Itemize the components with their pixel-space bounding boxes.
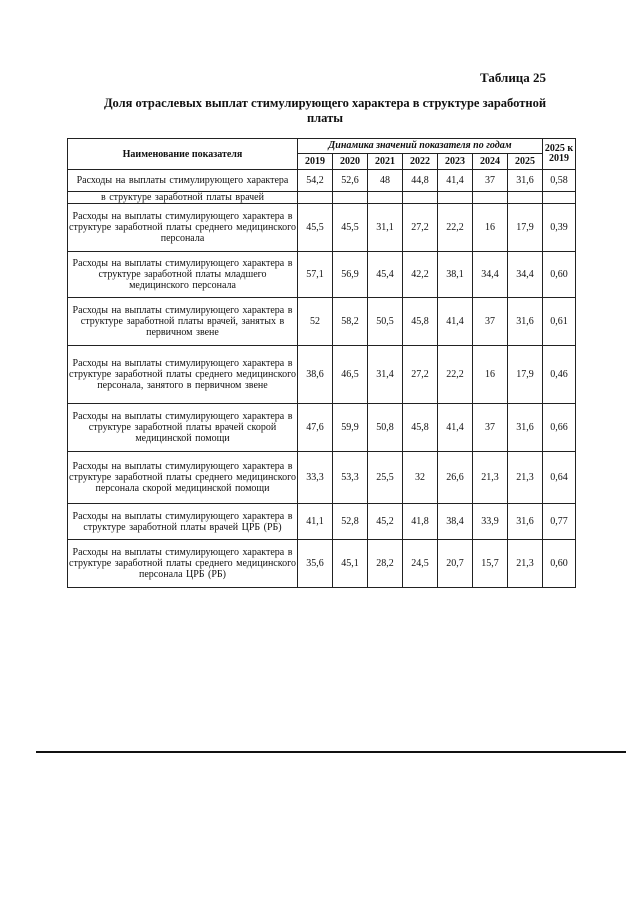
header-year: 2025 xyxy=(508,153,543,169)
value-cell: 50,8 xyxy=(368,404,403,452)
value-cell: 25,5 xyxy=(368,452,403,504)
value-cell: 31,6 xyxy=(508,404,543,452)
value-cell: 31,1 xyxy=(368,204,403,252)
value-cell: 32 xyxy=(403,452,438,504)
indicator-name-cell: Расходы на выплаты стимулирующего характера в структуре заработной платы среднего медицинского персонала xyxy=(68,204,298,252)
value-cell: 26,6 xyxy=(438,452,473,504)
indicator-name-cell: Расходы на выплаты стимулирующего характера в структуре заработной платы врачей ЦРБ (РБ) xyxy=(68,504,298,540)
value-cell: 22,2 xyxy=(438,204,473,252)
ratio-cell: 0,61 xyxy=(543,298,576,346)
ratio-cell: 0,66 xyxy=(543,404,576,452)
header-year: 2022 xyxy=(403,153,438,169)
value-cell: 24,5 xyxy=(403,540,438,588)
value-cell: 58,2 xyxy=(333,298,368,346)
indicator-name-cell: Расходы на выплаты стимулирующего характера в структуре заработной платы врачей, занятых в первичном звене xyxy=(68,298,298,346)
value-cell: 50,5 xyxy=(368,298,403,346)
value-cell: 37 xyxy=(473,170,508,192)
value-cell xyxy=(508,192,543,204)
value-cell xyxy=(438,192,473,204)
indicator-name-cell: Расходы на выплаты стимулирующего характера xyxy=(68,170,298,192)
value-cell: 53,3 xyxy=(333,452,368,504)
table-row xyxy=(68,298,576,346)
value-cell: 21,3 xyxy=(508,452,543,504)
value-cell: 34,4 xyxy=(473,252,508,298)
indicator-name-cell: в структуре заработной платы врачей xyxy=(68,192,298,204)
value-cell: 38,1 xyxy=(438,252,473,298)
value-cell: 45,1 xyxy=(333,540,368,588)
value-cell: 52 xyxy=(298,298,333,346)
value-cell: 16 xyxy=(473,204,508,252)
value-cell xyxy=(403,192,438,204)
header-year: 2019 xyxy=(298,153,333,169)
value-cell: 16 xyxy=(473,346,508,404)
value-cell xyxy=(368,192,403,204)
value-cell xyxy=(473,192,508,204)
bottom-divider xyxy=(36,751,626,753)
value-cell: 57,1 xyxy=(298,252,333,298)
value-cell: 21,3 xyxy=(473,452,508,504)
value-cell: 35,6 xyxy=(298,540,333,588)
header-name-column: Наименование показателя xyxy=(68,139,298,170)
value-cell: 31,6 xyxy=(508,170,543,192)
value-cell: 21,3 xyxy=(508,540,543,588)
header-year: 2020 xyxy=(333,153,368,169)
data-table xyxy=(67,138,576,588)
value-cell: 31,4 xyxy=(368,346,403,404)
value-cell: 41,4 xyxy=(438,298,473,346)
header-year: 2023 xyxy=(438,153,473,169)
value-cell: 20,7 xyxy=(438,540,473,588)
value-cell: 52,6 xyxy=(333,170,368,192)
indicator-name-cell: Расходы на выплаты стимулирующего характера в структуре заработной платы среднего медицинского персонала ЦРБ (РБ) xyxy=(68,540,298,588)
value-cell: 54,2 xyxy=(298,170,333,192)
value-cell: 41,1 xyxy=(298,504,333,540)
header-dynamics-group: Динамика значений показателя по годам xyxy=(298,139,543,154)
value-cell: 45,2 xyxy=(368,504,403,540)
value-cell: 45,5 xyxy=(333,204,368,252)
table-row xyxy=(68,504,576,540)
value-cell: 48 xyxy=(368,170,403,192)
indicator-name-cell: Расходы на выплаты стимулирующего характера в структуре заработной платы среднего медицинского персонала, занятого в первичном звене xyxy=(68,346,298,404)
value-cell: 52,8 xyxy=(333,504,368,540)
ratio-cell: 0,77 xyxy=(543,504,576,540)
table-row xyxy=(68,170,576,192)
value-cell: 33,3 xyxy=(298,452,333,504)
value-cell: 41,4 xyxy=(438,404,473,452)
value-cell: 45,5 xyxy=(298,204,333,252)
value-cell: 56,9 xyxy=(333,252,368,298)
value-cell: 45,8 xyxy=(403,298,438,346)
table-row xyxy=(68,540,576,588)
table-row xyxy=(68,404,576,452)
value-cell: 46,5 xyxy=(333,346,368,404)
table-row xyxy=(68,346,576,404)
value-cell: 41,8 xyxy=(403,504,438,540)
value-cell: 31,6 xyxy=(508,504,543,540)
ratio-cell: 0,60 xyxy=(543,540,576,588)
value-cell: 31,6 xyxy=(508,298,543,346)
value-cell: 27,2 xyxy=(403,204,438,252)
header-ratio-column: 2025 к 2019 xyxy=(543,139,576,170)
ratio-cell: 0,58 xyxy=(543,170,576,192)
ratio-cell xyxy=(543,192,576,204)
table-row xyxy=(68,204,576,252)
value-cell: 34,4 xyxy=(508,252,543,298)
value-cell: 33,9 xyxy=(473,504,508,540)
value-cell: 47,6 xyxy=(298,404,333,452)
ratio-cell: 0,46 xyxy=(543,346,576,404)
value-cell: 38,4 xyxy=(438,504,473,540)
value-cell: 15,7 xyxy=(473,540,508,588)
table-header xyxy=(68,139,576,170)
table-number: Таблица 25 xyxy=(480,70,547,85)
header-year: 2024 xyxy=(473,153,508,169)
value-cell: 59,9 xyxy=(333,404,368,452)
value-cell: 17,9 xyxy=(508,204,543,252)
value-cell: 37 xyxy=(473,298,508,346)
indicator-name-cell: Расходы на выплаты стимулирующего характера в структуре заработной платы врачей скорой медицинской помощи xyxy=(68,404,298,452)
page-title: Доля отраслевых выплат стимулирующего характера в структуре заработной платы xyxy=(103,96,547,125)
value-cell: 45,4 xyxy=(368,252,403,298)
table-row xyxy=(68,252,576,298)
indicator-name-cell: Расходы на выплаты стимулирующего характера в структуре заработной платы младшего медицинского персонала xyxy=(68,252,298,298)
value-cell: 41,4 xyxy=(438,170,473,192)
value-cell xyxy=(298,192,333,204)
ratio-cell: 0,39 xyxy=(543,204,576,252)
value-cell: 38,6 xyxy=(298,346,333,404)
ratio-cell: 0,60 xyxy=(543,252,576,298)
indicator-name-cell: Расходы на выплаты стимулирующего характера в структуре заработной платы среднего медицинского персонала скорой медицинской помощи xyxy=(68,452,298,504)
value-cell: 45,8 xyxy=(403,404,438,452)
table-row xyxy=(68,452,576,504)
value-cell: 28,2 xyxy=(368,540,403,588)
value-cell: 42,2 xyxy=(403,252,438,298)
value-cell: 44,8 xyxy=(403,170,438,192)
header-year: 2021 xyxy=(368,153,403,169)
table-body xyxy=(68,170,576,588)
value-cell: 17,9 xyxy=(508,346,543,404)
value-cell: 22,2 xyxy=(438,346,473,404)
table-row xyxy=(68,192,576,204)
ratio-cell: 0,64 xyxy=(543,452,576,504)
value-cell: 27,2 xyxy=(403,346,438,404)
value-cell: 37 xyxy=(473,404,508,452)
value-cell xyxy=(333,192,368,204)
